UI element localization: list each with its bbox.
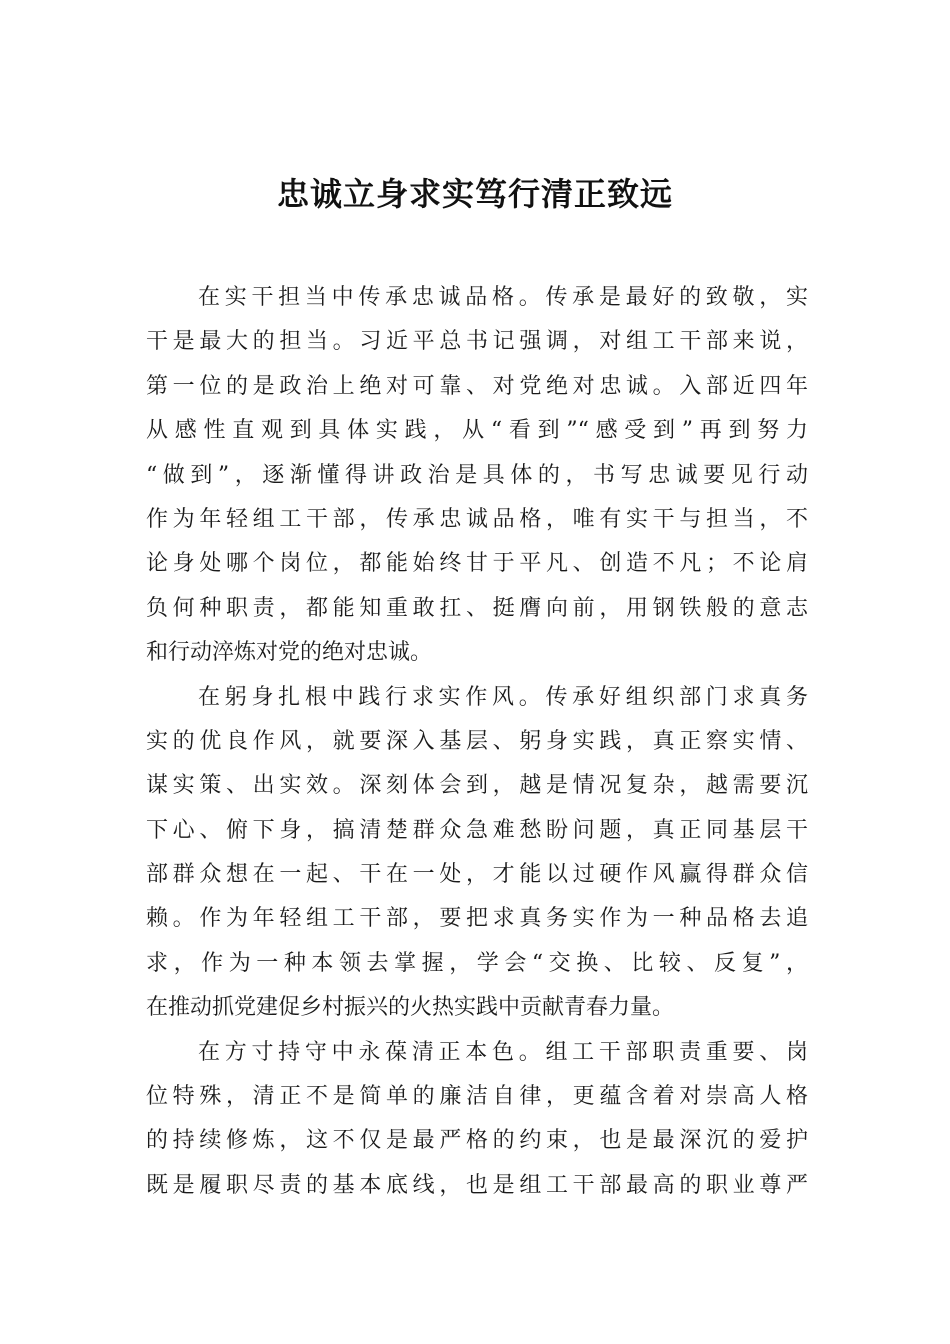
text-line: 在推动抓党建促乡村振兴的火热实践中贡献青春力量。: [146, 995, 675, 1021]
text-line: 论身处哪个岗位，都能始终甘于平凡、创造不凡；不论肩: [146, 551, 808, 577]
text-line: 实的优良作风，就要深入基层、躬身实践，真正察实情、: [146, 728, 808, 754]
text-line: 下心、俯下身，搞清楚群众急难愁盼问题，真正同基层干: [146, 817, 808, 843]
document-body: [146, 276, 808, 1208]
text-line: 负何种职责，都能知重敢扛、挺膺向前，用钢铁般的意志: [146, 595, 808, 621]
text-line: “做到”，逐渐懂得讲政治是具体的，书写忠诚要见行动: [146, 462, 808, 488]
document-title: 忠诚立身求实笃行清正致远: [276, 175, 673, 213]
text-line: 第一位的是政治上绝对可靠、对党绝对忠诚。入部近四年: [146, 373, 808, 399]
text-line: 和行动淬炼对党的绝对忠诚。: [146, 640, 433, 666]
text-line: 在方寸持守中永葆清正本色。组工干部职责重要、岗: [198, 1039, 808, 1065]
text-line: 干是最大的担当。习近平总书记强调，对组工干部来说，: [146, 329, 808, 355]
text-line: 在实干担当中传承忠诚品格。传承是最好的致敬，实: [198, 285, 808, 310]
text-line: 在躬身扎根中践行求实作风。传承好组织部门求真务: [198, 684, 808, 710]
text-line: 作为年轻组工干部，传承忠诚品格，唯有实干与担当，不: [146, 506, 808, 532]
text-line: 谋实策、出实效。深刻体会到，越是情况复杂，越需要沉: [146, 773, 808, 799]
text-line: 既是履职尽责的基本底线，也是组工干部最高的职业尊严: [146, 1172, 808, 1198]
text-line: 求，作为一种本领去掌握，学会“交换、比较、反复”，: [146, 950, 808, 976]
text-line: 的持续修炼，这不仅是最严格的约束，也是最深沉的爱护: [146, 1128, 808, 1154]
text-line: 从感性直观到具体实践，从“看到”“感受到”再到努力: [146, 418, 808, 444]
text-line: 部群众想在一起、干在一处，才能以过硬作风赢得群众信: [146, 862, 808, 888]
text-line: 位特殊，清正不是简单的廉洁自律，更蕴含着对崇高人格: [146, 1084, 808, 1110]
text-line: 赖。作为年轻组工干部，要把求真务实作为一种品格去追: [146, 906, 808, 932]
